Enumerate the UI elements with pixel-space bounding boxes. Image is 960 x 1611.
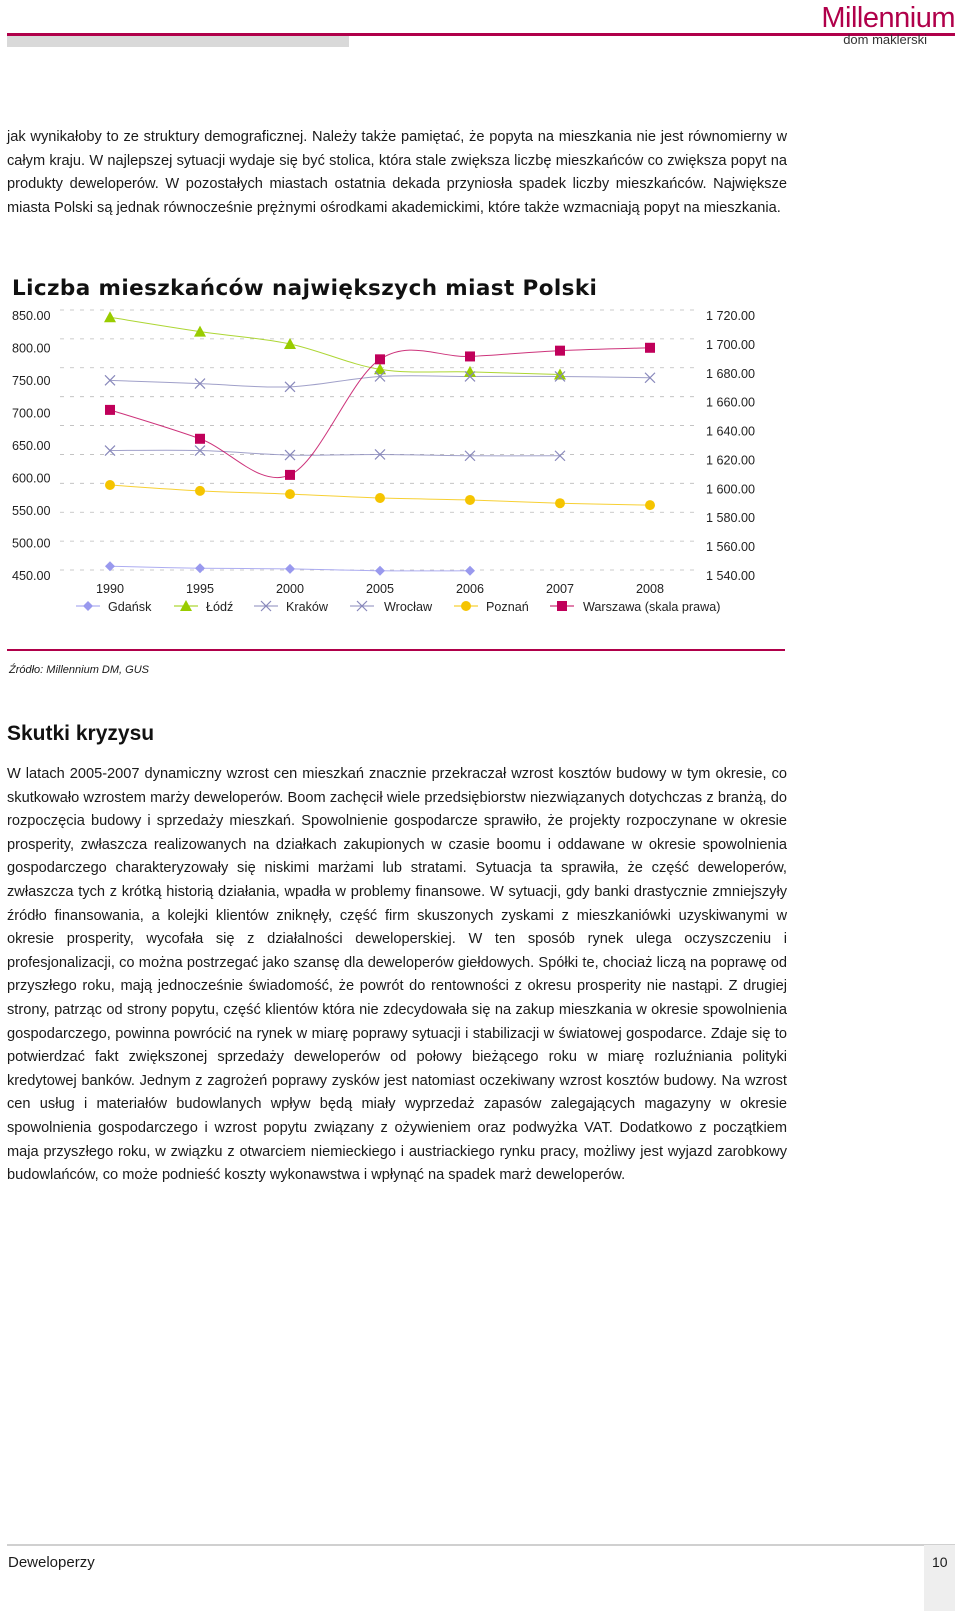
logo-wordmark: Millennium <box>821 2 955 34</box>
series-6-point <box>375 354 385 364</box>
left-tick-label: 550.00 <box>12 504 51 518</box>
series-5-point <box>195 486 205 496</box>
right-tick-label: 1 640.00 <box>706 424 756 439</box>
x-tick-label: 2005 <box>365 582 395 596</box>
legend-label: Poznań <box>486 600 529 614</box>
right-tick-label: 1 620.00 <box>706 453 756 468</box>
x-tick-label: 1990 <box>95 582 125 596</box>
series-5-point <box>105 480 115 490</box>
right-tick-label: 1 660.00 <box>706 395 756 410</box>
chart-title: Liczba mieszkańców największych miast Polski <box>12 276 598 301</box>
right-tick-label: 1 540.00 <box>706 569 756 583</box>
series-4-line <box>110 450 560 456</box>
section-title: Skutki kryzysu <box>7 722 155 745</box>
legend-label: Warszawa (skala prawa) <box>583 600 721 614</box>
series-6-point <box>105 405 115 415</box>
series-1-point <box>195 563 205 573</box>
footer-rule <box>7 1544 955 1546</box>
source-note: Źródło: Millennium DM, GUS <box>9 664 149 676</box>
series-5-point <box>375 493 385 503</box>
series-6-point <box>555 346 565 356</box>
series-markers <box>104 311 655 576</box>
right-tick-label: 1 700.00 <box>706 337 756 352</box>
left-tick-label: 500.00 <box>12 536 51 551</box>
right-tick-label: 1 560.00 <box>706 540 756 555</box>
chart-bottom-rule <box>7 649 785 651</box>
millennium-logo <box>790 2 955 48</box>
series-5-point <box>555 498 565 508</box>
series-6-point <box>645 343 655 353</box>
legend-marker <box>83 601 93 611</box>
series-3-line <box>110 376 650 387</box>
left-tick-label: 850.00 <box>12 309 51 323</box>
left-tick-label: 700.00 <box>12 406 51 421</box>
legend-label: Łódź <box>206 600 234 614</box>
footer-section-label: Deweloperzy <box>8 1554 95 1571</box>
x-tick-label: 2000 <box>275 582 305 596</box>
header-gray-band <box>7 36 349 47</box>
left-tick-label: 600.00 <box>12 471 51 486</box>
left-tick-label: 750.00 <box>12 374 51 388</box>
x-axis-ticks <box>96 582 664 596</box>
right-tick-label: 1 600.00 <box>706 482 756 497</box>
page-number: 10 <box>932 1554 948 1570</box>
series-5-point <box>465 495 475 505</box>
series-6-point <box>465 351 475 361</box>
series-2-line <box>110 317 560 374</box>
left-tick-label: 800.00 <box>12 341 51 356</box>
body-paragraph: W latach 2005-2007 dynamiczny wzrost cen mieszkań znacznie przekraczał wzrost kosztów budowy w tym okresie, co skutkowało wzrostem marży deweloperów. Boom zachęcił wiele przedsiębiorstw niezwiązanych dotychczas z branżą, do rozpoczęcia budowy i sprzedaży mieszkań. Spowolnienie gospodarcze sprawiło, że projekty rozpoczynane w okresie prosperity, zwłaszcza realizowanych na działkach zakupionych w czasie boomu i oddawane w okresie spowolnienia gospodarczego charakteryzowały się niskimi marżami lub stratami. Sytuacja ta sprawiła, że część deweloperów, zwłaszcza tych z krótką historią działania, wpadła w problemy finansowe. W sytuacji, gdy banki drastycznie zmniejszyły źródło finansowania, a kolejki klientów zniknęły, część firm skuszonych zyskami z mieszkaniówki uzyskiwanymi w okresie prosperity, wycofała się z działalności deweloperskiej. W ten sposób rynek ulega oczyszczeniu i profesjonalizacji, co można postrzegać jako szansę dla deweloperów giełdowych. Spółki te, chociaż liczą na poprawę od przyszłego roku, mają jednocześnie świadomość, że powrót do rentowności z okresu prosperity nie nastąpi. Z drugiej strony, patrząc od strony popytu, część klientów która nie zdecydowała się na zakup mieszkania w okresie spowolnienia gospodarczego, powinna powrócić na rynek w miarę poprawy sytuacji i stabilizacji w światowej gospodarce. Zdaje się to potwierdzać fakt zwiększonej sprzedaży deweloperów od połowy bieżącego roku w miarę rozluźniania polityki kredytowej banków. Jednym z zagrożeń poprawy zysków jest natomiast oczekiwany wzrost kosztów budowy. Na wzrost cen usług i materiałów budowlanych wpływ będą miały wyprzedaż zapasów zalegających magazyny w okresie spowolnienia gospodarczego i wzrost popytu związany z ożywieniem oraz podwyżka VAT. Dodatkowo z początkiem maja przyszłego roku, w związku z otwarciem niemieckiego i austriackiego rynku pracy, możliwy jest wyjazd zarobkowy budowlańców, co może podnieść koszty wykonawstwa i wpłynąć na spadek marż deweloperów. <box>7 766 787 1184</box>
left-tick-label: 650.00 <box>12 439 51 453</box>
legend <box>76 600 720 614</box>
legend-label: Wrocław <box>384 600 433 614</box>
legend-label: Kraków <box>286 600 328 614</box>
series-6-point <box>285 470 295 480</box>
x-tick-label: 2008 <box>635 582 665 596</box>
legend-label: Gdańsk <box>108 600 152 614</box>
series-1-point <box>285 564 295 574</box>
right-axis-ticks <box>706 309 755 583</box>
right-tick-label: 1 580.00 <box>706 511 756 526</box>
right-tick-label: 1 720.00 <box>706 309 756 323</box>
x-tick-label: 2006 <box>455 582 485 596</box>
x-tick-label: 2007 <box>545 582 575 596</box>
population-chart <box>0 300 960 640</box>
legend-marker <box>557 601 567 611</box>
legend-marker <box>461 601 471 611</box>
intro-paragraph: jak wynikałoby to ze struktury demograficznej. Należy także pamiętać, że popyta na mieszkania nie jest równomierny w całym kraju. W najlepszej sytuacji wydaje się być stolica, która stale zwiększa liczbę mieszkańców co zwiększa popyt na produkty deweloperów. W pozostałych miastach ostatnia dekada przyniosła spadek liczby mieszkańców. Największe miasta Polski są jednak równocześnie prężnymi ośrodkami akademickimi, które także wzmacniają popyt na mieszkania. <box>7 129 787 216</box>
logo-subtitle: dom maklerski <box>843 32 927 47</box>
series-1-point <box>375 566 385 576</box>
series-5-point <box>285 489 295 499</box>
left-axis-ticks <box>12 309 51 583</box>
series-6-point <box>195 434 205 444</box>
series-1-point <box>465 566 475 576</box>
series-5-point <box>645 500 655 510</box>
left-tick-label: 450.00 <box>12 569 51 583</box>
x-tick-label: 1995 <box>185 582 215 596</box>
series-2-point <box>104 311 116 322</box>
right-tick-label: 1 680.00 <box>706 366 756 381</box>
